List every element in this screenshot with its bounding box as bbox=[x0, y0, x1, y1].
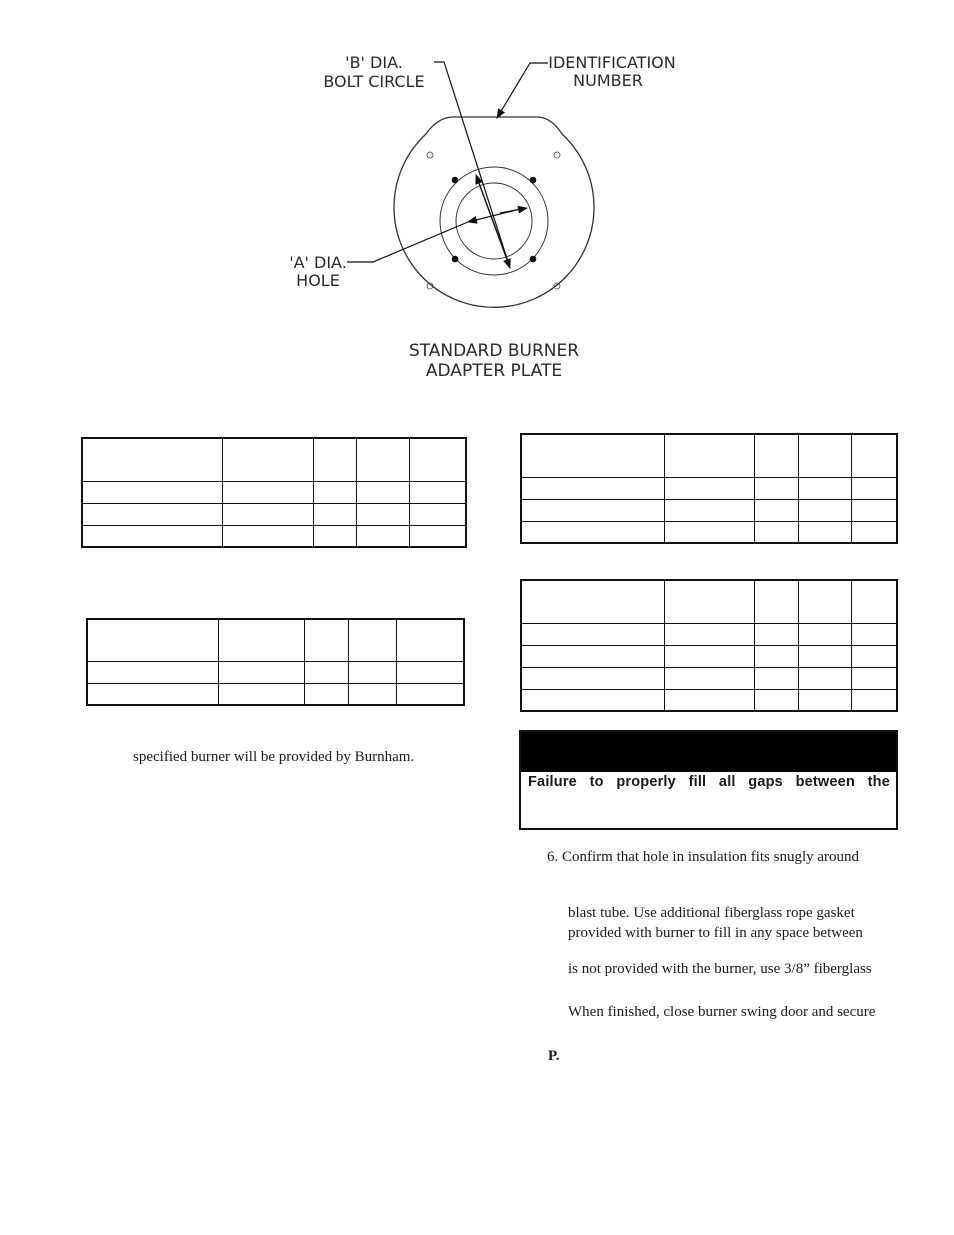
table-cell bbox=[521, 580, 664, 623]
bolt-hole bbox=[530, 177, 537, 184]
table-cell bbox=[222, 438, 313, 481]
label-number: NUMBER bbox=[573, 71, 643, 90]
table-row bbox=[87, 661, 464, 683]
table-cell bbox=[82, 438, 222, 481]
spec-table-1 bbox=[81, 437, 467, 548]
table-row bbox=[87, 683, 464, 705]
table-cell bbox=[521, 434, 664, 477]
label-a-dia: 'A' DIA. bbox=[289, 253, 347, 272]
table-row bbox=[521, 623, 897, 645]
table-cell bbox=[356, 438, 409, 481]
table-cell bbox=[87, 619, 218, 661]
burner-note: specified burner will be provided by Burnham. bbox=[133, 749, 415, 765]
spec-table-4 bbox=[520, 579, 898, 712]
table-cell bbox=[409, 438, 466, 481]
warning-box bbox=[519, 730, 898, 830]
caption-line2: ADAPTER PLATE bbox=[425, 361, 563, 381]
bolt-hole bbox=[530, 256, 537, 263]
table-cell bbox=[851, 434, 897, 477]
table-cell bbox=[798, 580, 851, 623]
spec-table-2 bbox=[86, 618, 465, 706]
table-cell bbox=[313, 438, 356, 481]
table-cell bbox=[304, 619, 348, 661]
step6-line1: 6. Confirm that hole in insulation fits snugly around bbox=[547, 849, 860, 865]
warning-text: Failure to properly fill all gaps between the bbox=[528, 774, 890, 790]
warning-header bbox=[521, 732, 896, 772]
plate-outline bbox=[394, 117, 594, 307]
step6-line2: blast tube. Use additional fiberglass rope gasket bbox=[568, 905, 855, 921]
label-b-dia: 'B' DIA. bbox=[345, 53, 403, 72]
spec-table-3 bbox=[520, 433, 898, 544]
table-row bbox=[521, 667, 897, 689]
table-row bbox=[521, 477, 897, 499]
table-row bbox=[521, 499, 897, 521]
mounting-hole bbox=[427, 152, 433, 158]
table-row bbox=[521, 645, 897, 667]
table-row bbox=[521, 521, 897, 543]
step6-line3: provided with burner to fill in any space between bbox=[568, 925, 863, 941]
section-p-heading: P. bbox=[548, 1048, 560, 1064]
table-cell bbox=[664, 434, 754, 477]
table-cell bbox=[664, 580, 754, 623]
table-cell bbox=[218, 619, 304, 661]
label-identification: IDENTIFICATION bbox=[548, 53, 676, 72]
a-dia-hole bbox=[456, 183, 532, 259]
table-cell bbox=[754, 434, 798, 477]
table-cell bbox=[798, 434, 851, 477]
table-cell bbox=[851, 580, 897, 623]
table-cell bbox=[754, 580, 798, 623]
table-row bbox=[521, 689, 897, 711]
step6-line4: is not provided with the burner, use 3/8” fiberglass bbox=[568, 961, 872, 977]
bolt-hole bbox=[452, 177, 459, 184]
label-hole: HOLE bbox=[296, 271, 340, 290]
mounting-hole bbox=[554, 152, 560, 158]
step6-line5: When finished, close burner swing door and secure bbox=[568, 1004, 876, 1020]
label-bolt-circle: BOLT CIRCLE bbox=[323, 72, 425, 91]
caption-line1: STANDARD BURNER bbox=[408, 341, 580, 361]
bolt-hole bbox=[452, 256, 459, 263]
table-cell bbox=[396, 619, 464, 661]
table-row bbox=[82, 503, 466, 525]
adapter-plate-diagram bbox=[0, 0, 954, 400]
table-cell bbox=[348, 619, 396, 661]
table-row bbox=[82, 525, 466, 547]
table-row bbox=[82, 481, 466, 503]
